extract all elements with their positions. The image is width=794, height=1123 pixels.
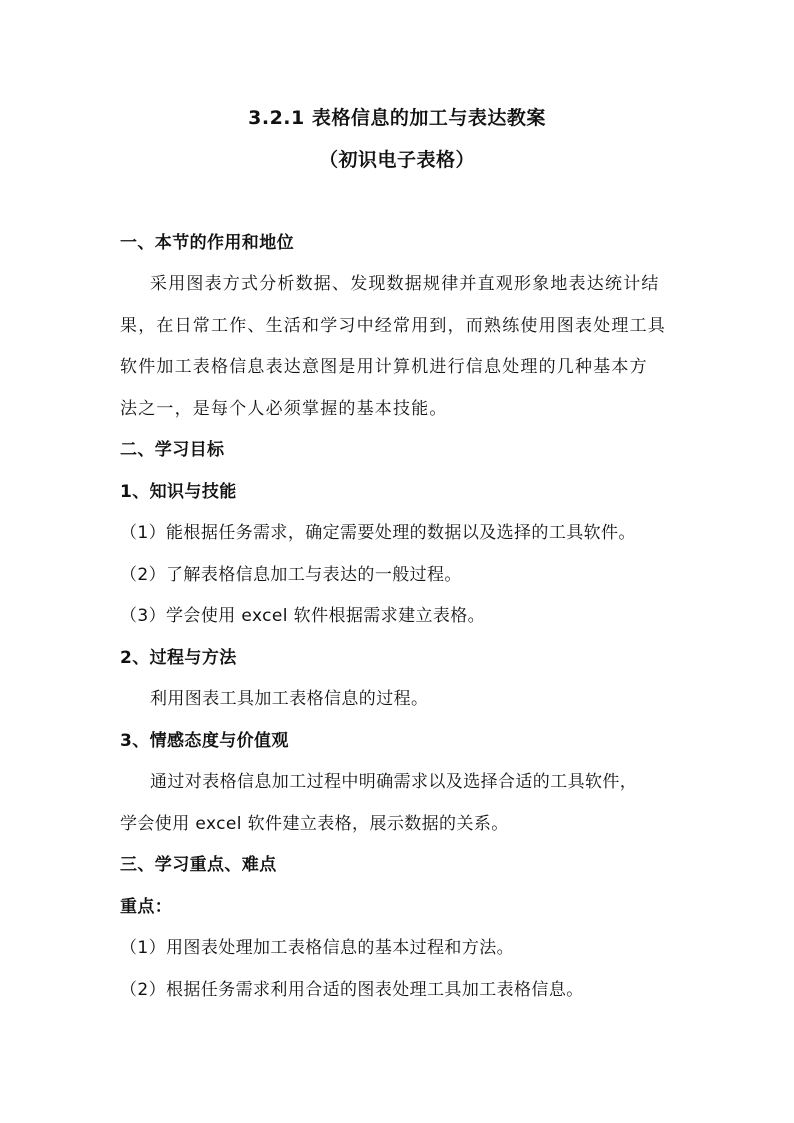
list-item: （3）学会使用 excel 软件根据需求建立表格。: [120, 606, 486, 626]
list-item: （2）了解表格信息加工与表达的一般过程。: [120, 565, 462, 585]
list-item: （1）能根据任务需求，确定需要处理的数据以及选择的工具软件。: [120, 523, 636, 543]
subsection-heading-process: 2、过程与方法: [120, 648, 237, 668]
paragraph-line: 果，在日常工作、生活和学习中经常用到，而熟练使用图表处理工具: [120, 316, 666, 336]
list-item: （1）用图表处理加工表格信息的基本过程和方法。: [120, 938, 515, 958]
paragraph-line: 采用图表方式分析数据、发现数据规律并直观形象地表达统计结: [150, 274, 660, 294]
section-heading-key-points: 三、学习重点、难点: [120, 855, 277, 875]
list-item: （2）根据任务需求利用合适的图表处理工具加工表格信息。: [120, 980, 584, 1000]
subsection-heading-values: 3、情感态度与价值观: [120, 731, 289, 751]
paragraph-line: 学会使用 excel 软件建立表格，展示数据的关系。: [120, 814, 509, 834]
paragraph-line: 法之一，是每个人必须掌握的基本技能。: [120, 399, 448, 419]
paragraph-line: 软件加工表格信息表达意图是用计算机进行信息处理的几种基本方: [120, 357, 648, 377]
paragraph-line: 通过对表格信息加工过程中明确需求以及选择合适的工具软件，: [150, 772, 638, 792]
document-subtitle: （初识电子表格）: [318, 149, 475, 171]
document-title: 3.2.1 表格信息的加工与表达教案: [248, 107, 546, 129]
section-heading-goals: 二、学习目标: [120, 440, 225, 460]
subsection-heading-knowledge: 1、知识与技能: [120, 482, 237, 502]
subheading-key: 重点：: [120, 897, 173, 917]
paragraph-line: 利用图表工具加工表格信息的过程。: [150, 689, 429, 709]
section-heading-role: 一、本节的作用和地位: [120, 233, 294, 253]
